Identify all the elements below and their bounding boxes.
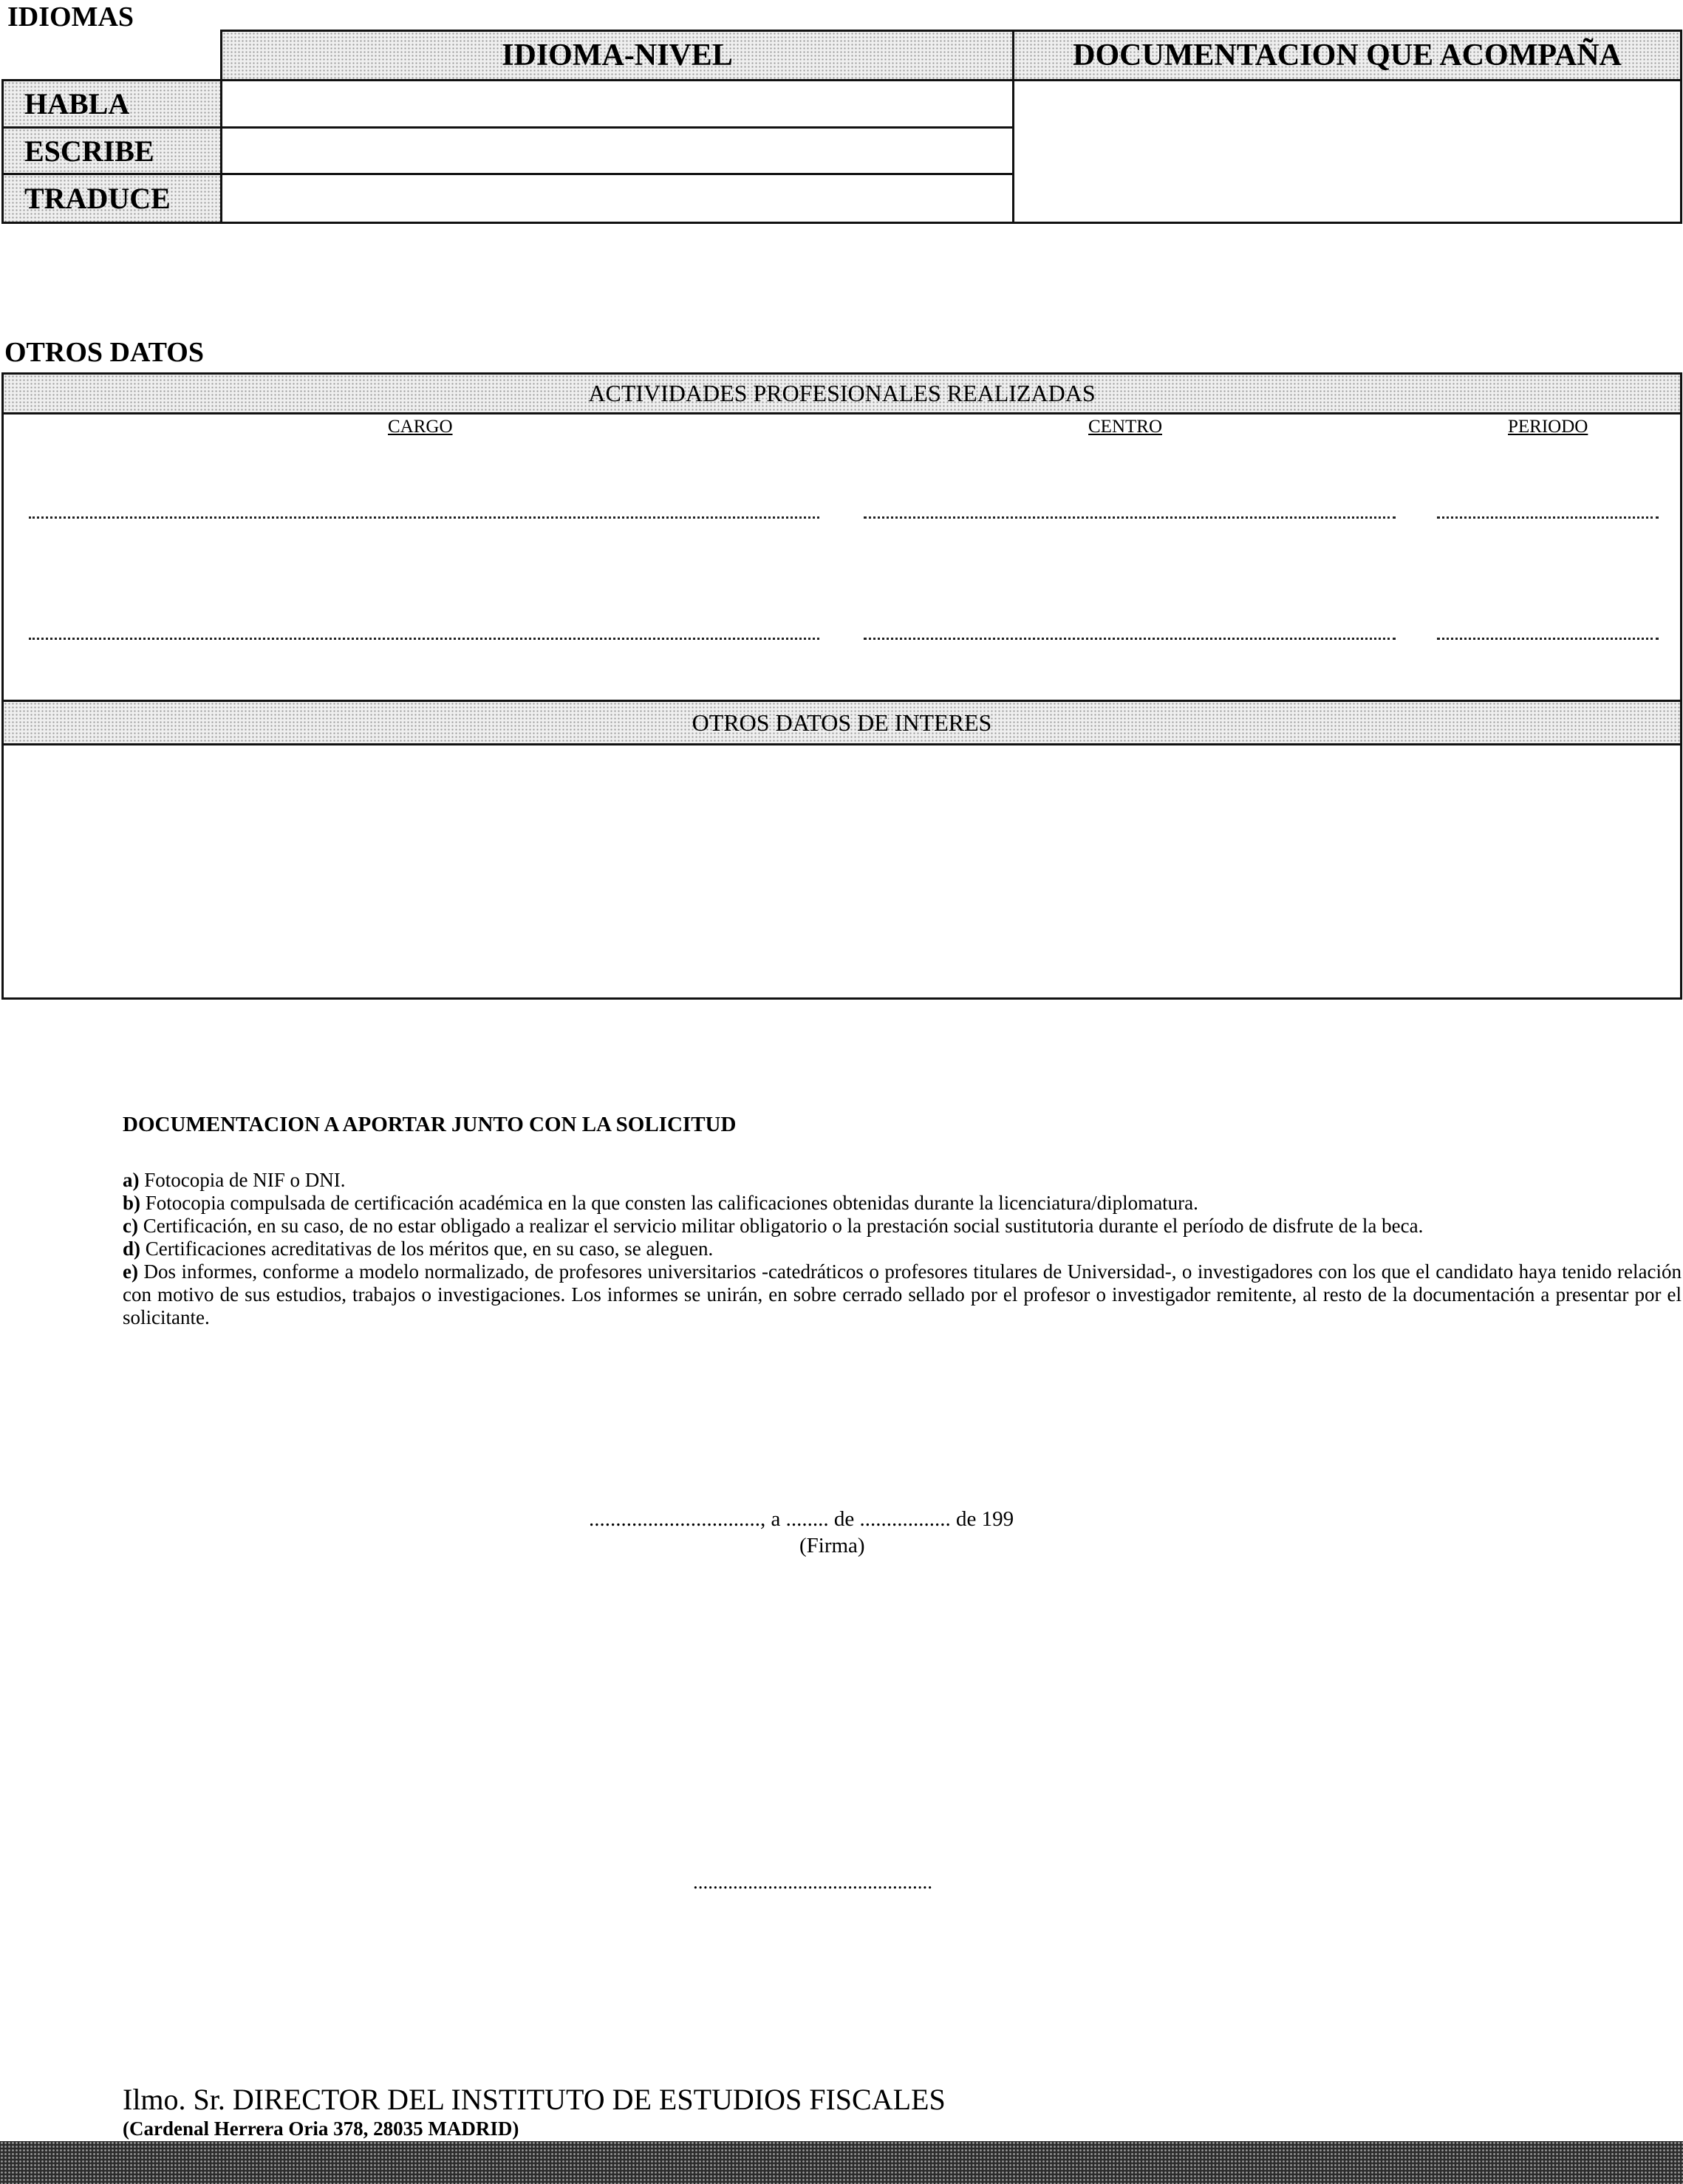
documentacion-title: DOCUMENTACION A APORTAR JUNTO CON LA SOLICITUD xyxy=(123,1113,737,1136)
doc-item-b xyxy=(123,1192,1682,1215)
traduce-field[interactable] xyxy=(220,173,1014,224)
doc-item-d-text: Certificaciones acreditativas de los méritos que, en su caso, se aleguen. xyxy=(140,1238,714,1260)
doc-item-c xyxy=(123,1215,1682,1238)
doc-item-b-letter: b) xyxy=(123,1192,141,1214)
row-label-escribe: ESCRIBE xyxy=(1,126,222,175)
escribe-field[interactable] xyxy=(220,126,1014,175)
destinatario-address: (Cardenal Herrera Oria 378, 28035 MADRID) xyxy=(123,2118,519,2140)
interes-field[interactable] xyxy=(4,745,1680,997)
idiomas-title: IDIOMAS xyxy=(7,1,134,33)
row-label-habla: HABLA xyxy=(1,79,222,129)
doc-item-a-letter: a) xyxy=(123,1169,140,1191)
doc-item-c-letter: c) xyxy=(123,1215,138,1237)
doc-item-c-text: Certificación, en su caso, de no estar obligado a realizar el servicio militar obligatorio o la prestación social sustitutoria durante el período de disfrute de la beca. xyxy=(137,1215,1424,1237)
cargo-line-2[interactable] xyxy=(29,638,819,640)
col-cargo: CARGO xyxy=(388,417,453,437)
habla-field[interactable] xyxy=(220,79,1014,129)
centro-line-1[interactable] xyxy=(864,516,1396,519)
interes-header: OTROS DATOS DE INTERES xyxy=(4,700,1680,745)
doc-item-a-text: Fotocopia de NIF o DNI. xyxy=(139,1169,346,1191)
actividades-header: ACTIVIDADES PROFESIONALES REALIZADAS xyxy=(4,375,1680,414)
idioma-nivel-header: IDIOMA-NIVEL xyxy=(220,30,1014,81)
periodo-line-2[interactable] xyxy=(1437,638,1659,640)
otros-datos-title: OTROS DATOS xyxy=(4,337,204,368)
doc-item-b-text: Fotocopia compulsada de certificación académica en la que consten las calificaciones obtenidas durante la licenciatura/diplomatura. xyxy=(140,1192,1198,1214)
doc-item-d xyxy=(123,1238,1682,1260)
doc-item-d-letter: d) xyxy=(123,1238,141,1260)
centro-line-2[interactable] xyxy=(864,638,1396,640)
doc-item-e xyxy=(123,1260,1682,1329)
date-line[interactable]: ................................, a ........ de ................. de 199 xyxy=(589,1507,1014,1531)
documentacion-header: DOCUMENTACION QUE ACOMPAÑA xyxy=(1012,30,1682,81)
documentacion-list xyxy=(123,1169,1682,1329)
doc-item-e-text: Dos informes, conforme a modelo normalizado, de profesores universitarios -catedráticos o profesores titulares de Universidad-, o investigadores con los que el candidato haya tenido relación con motivo de sus estudios, trabajos o investigaciones. Los informes se unirán, en sobre cerrado sellado por el profesor o investigador remitente, al resto de la documentación a presentar por el solicitante. xyxy=(123,1260,1682,1328)
firma-label: (Firma) xyxy=(799,1534,865,1557)
periodo-line-1[interactable] xyxy=(1437,516,1659,519)
signature-line[interactable]: ................................................ xyxy=(693,1871,932,1893)
documentacion-field[interactable] xyxy=(1012,79,1682,224)
doc-item-a xyxy=(123,1169,1682,1192)
row-label-traduce: TRADUCE xyxy=(1,173,222,224)
footer-band xyxy=(0,2141,1683,2184)
destinatario-line: Ilmo. Sr. DIRECTOR DEL INSTITUTO DE ESTUDIOS FISCALES xyxy=(123,2083,946,2116)
col-centro: CENTRO xyxy=(1088,417,1162,437)
col-periodo: PERIODO xyxy=(1508,417,1588,437)
doc-item-e-letter: e) xyxy=(123,1260,138,1283)
cargo-line-1[interactable] xyxy=(29,516,819,519)
otros-datos-box xyxy=(1,372,1682,1000)
